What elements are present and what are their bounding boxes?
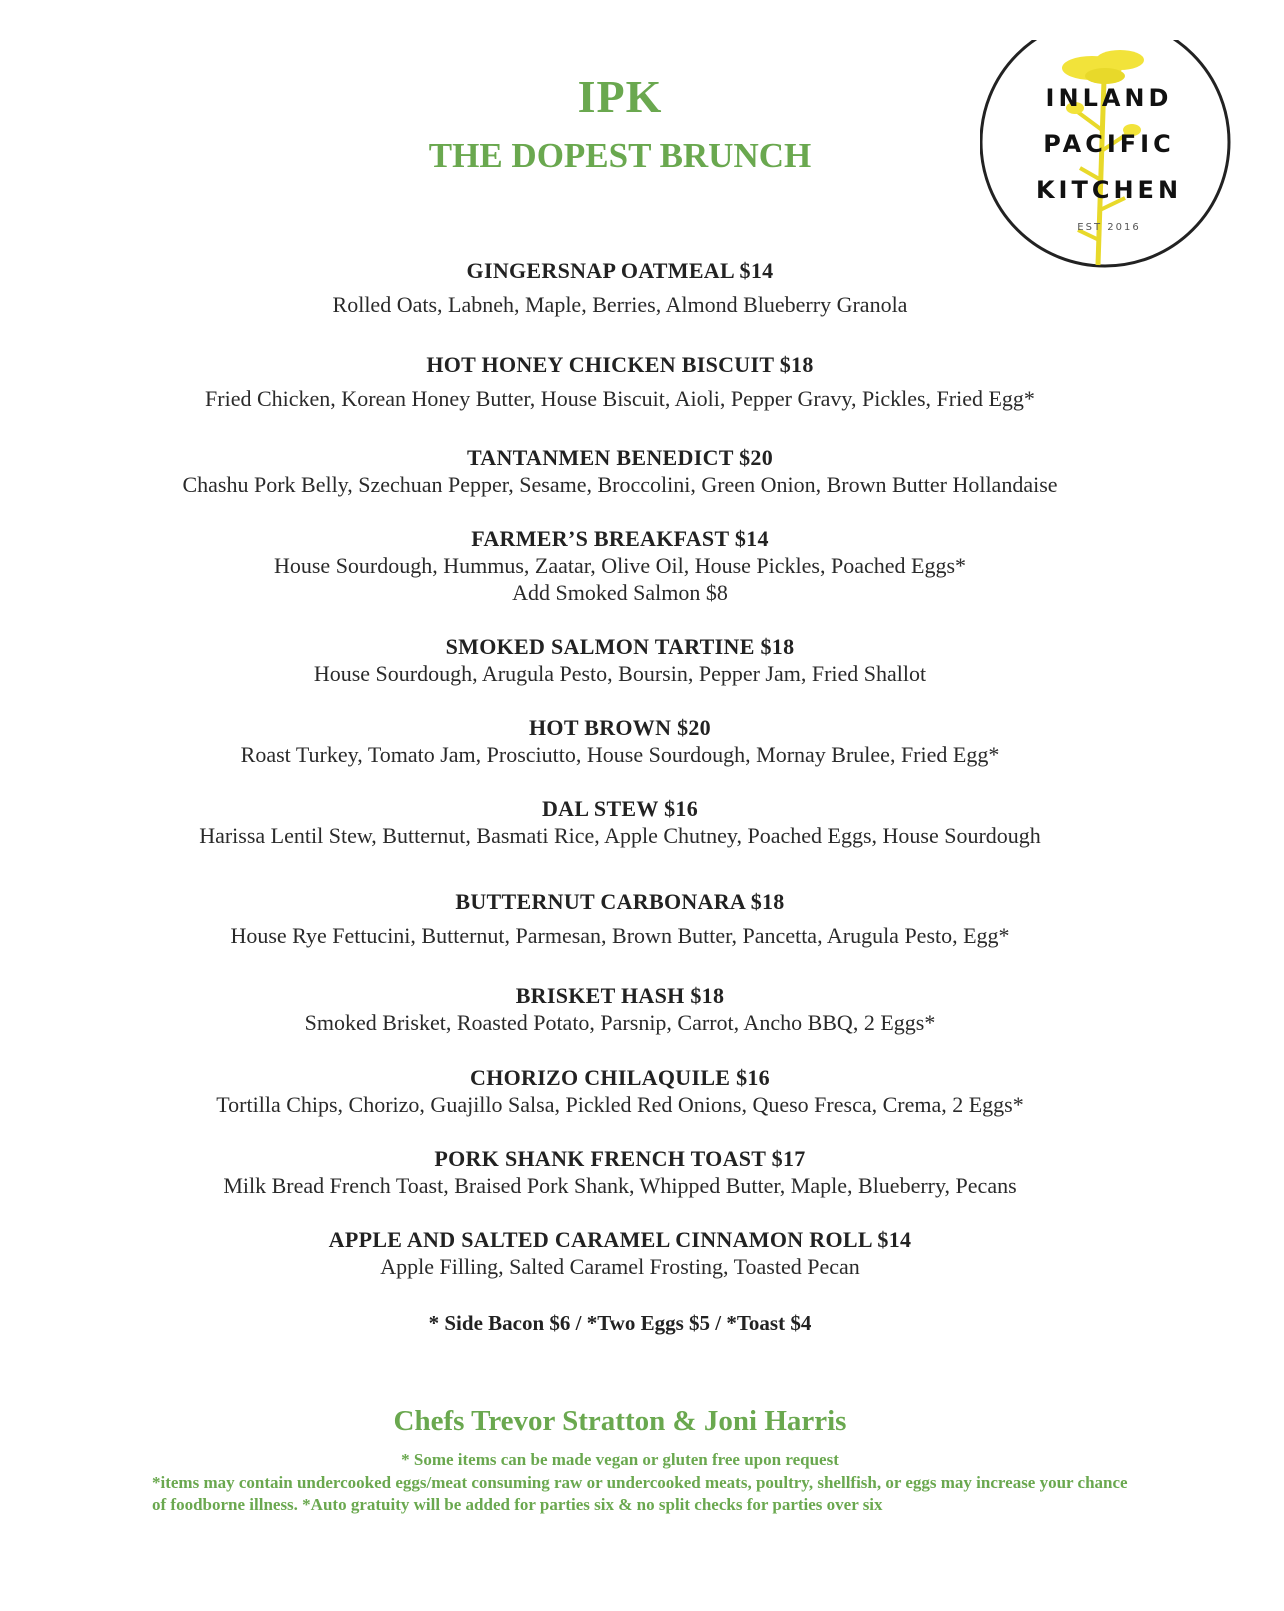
menu-item-description: Smoked Brisket, Roasted Potato, Parsnip, Carrot, Ancho BBQ, 2 Eggs* xyxy=(304,1010,936,1035)
menu-item-title: CHORIZO CHILAQUILE $16 xyxy=(470,1065,770,1090)
menu-item xyxy=(0,633,1240,687)
chefs-credit: Chefs Trevor Stratton & Joni Harris xyxy=(393,1405,847,1437)
menu-item xyxy=(0,982,1240,1036)
menu-item-description: Chashu Pork Belly, Szechuan Pepper, Sesame, Broccolini, Green Onion, Brown Butter Hollandaise xyxy=(182,472,1058,497)
menu-item-title: HOT HONEY CHICKEN BISCUIT $18 xyxy=(426,352,814,377)
menu-item-title: BUTTERNUT CARBONARA $18 xyxy=(455,889,785,914)
logo-established: EST 2016 xyxy=(1077,222,1141,233)
dietary-note: * Some items can be made vegan or gluten free upon request xyxy=(401,1450,839,1469)
logo-line-kitchen: KITCHEN xyxy=(1035,176,1183,204)
page-subtitle: THE DOPEST BRUNCH xyxy=(428,136,812,175)
menu-item-title: APPLE AND SALTED CARAMEL CINNAMON ROLL $14 xyxy=(328,1227,912,1252)
menu-item-title: SMOKED SALMON TARTINE $18 xyxy=(445,634,795,659)
menu-item-addon: Add Smoked Salmon $8 xyxy=(512,580,728,605)
menu-item-description: House Sourdough, Hummus, Zaatar, Olive Oil, House Pickles, Poached Eggs* xyxy=(273,553,967,578)
menu-item-title: TANTANMEN BENEDICT $20 xyxy=(466,445,774,470)
menu-item-description: Harissa Lentil Stew, Butternut, Basmati Rice, Apple Chutney, Poached Eggs, House Sourdough xyxy=(199,823,1041,848)
menu-item xyxy=(0,525,1240,606)
menu-item-description: House Rye Fettucini, Butternut, Parmesan, Brown Butter, Pancetta, Arugula Pesto, Egg* xyxy=(230,923,1010,948)
menu-item-description: Milk Bread French Toast, Braised Pork Shank, Whipped Butter, Maple, Blueberry, Pecans xyxy=(223,1173,1017,1198)
logo-line-pacific: PACIFIC xyxy=(1043,130,1175,158)
menu-item xyxy=(0,1226,1240,1280)
menu-item-title: PORK SHANK FRENCH TOAST $17 xyxy=(434,1146,806,1171)
disclaimer-note: *items may contain undercooked eggs/meat consuming raw or undercooked meats, poultry, shellfish, or eggs may increase your chance of foodborne illness. *Auto gratuity will be added for parties six & no split checks for parties over six xyxy=(152,1473,1128,1514)
menu-item xyxy=(0,1145,1240,1199)
menu-item-title: DAL STEW $16 xyxy=(541,796,699,821)
menu-item-description: Roast Turkey, Tomato Jam, Prosciutto, House Sourdough, Mornay Brulee, Fried Egg* xyxy=(240,742,1000,767)
menu-item xyxy=(0,714,1240,768)
sides-line: * Side Bacon $6 / *Two Eggs $5 / *Toast $4 xyxy=(428,1311,812,1335)
page-title: IPK xyxy=(577,71,663,122)
menu-item-title: HOT BROWN $20 xyxy=(529,715,711,740)
menu-item xyxy=(0,888,1240,949)
menu-item-title: GINGERSNAP OATMEAL $14 xyxy=(466,258,774,283)
menu-item xyxy=(0,795,1240,849)
menu-item-description: Apple Filling, Salted Caramel Frosting, Toasted Pecan xyxy=(380,1254,860,1279)
menu-item xyxy=(0,257,1240,318)
menu-item xyxy=(0,1064,1240,1118)
menu-item-title: BRISKET HASH $18 xyxy=(515,983,725,1008)
menu-item xyxy=(0,444,1240,498)
menu-item-description: Tortilla Chips, Chorizo, Guajillo Salsa, Pickled Red Onions, Queso Fresca, Crema, 2 Eggs* xyxy=(216,1092,1024,1117)
menu-item xyxy=(0,351,1240,412)
menu-item-description: House Sourdough, Arugula Pesto, Boursin, Pepper Jam, Fried Shallot xyxy=(313,661,927,686)
logo-line-inland: INLAND xyxy=(1045,84,1173,112)
menu-item-description: Rolled Oats, Labneh, Maple, Berries, Almond Blueberry Granola xyxy=(332,292,908,317)
menu-item-description: Fried Chicken, Korean Honey Butter, House Biscuit, Aioli, Pepper Gravy, Pickles, Fried Egg* xyxy=(205,386,1035,411)
menu-item-title: FARMER’S BREAKFAST $14 xyxy=(471,526,769,551)
